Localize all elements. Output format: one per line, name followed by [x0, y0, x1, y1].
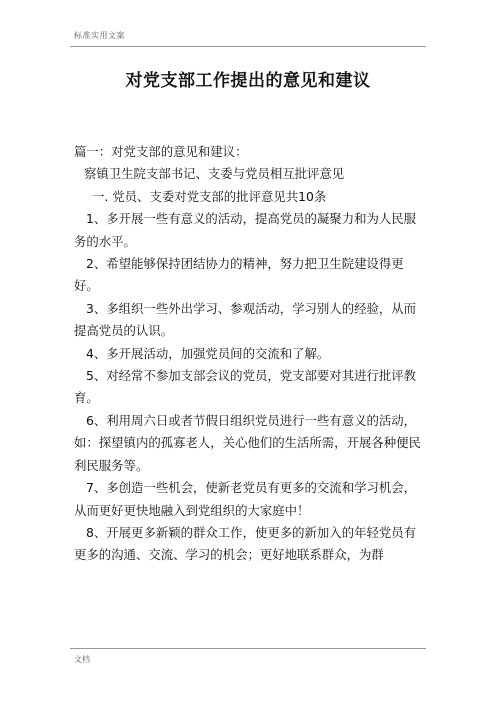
list-item: 6、利用周六日或者节假日组织党员进行一些有意义的活动，如：探望镇内的孤寡老人，关心他们的生活所需，开展各种便民利民服务等。 — [74, 412, 421, 473]
list-item: 4、多开展活动，加强党员间的交流和了解。 — [86, 345, 330, 361]
list-item: 3、多组织一些外出学习、参观活动，学习别人的经验，从而提高党员的认识。 — [74, 300, 417, 339]
document-subtitle: 察镇卫生院支部书记、支委与党员相互批评意见 — [84, 166, 345, 182]
list-item: 7、多创造一些机会，使新老党员有更多的交流和学习机会，从而更好更快地融入到党组织的大家庭中！ — [74, 480, 417, 518]
document-body — [74, 141, 426, 567]
footer-divider — [70, 648, 426, 649]
part-heading: 一. 党员、支委对党支部的批评意见共10条 — [92, 188, 327, 204]
list-item: 8、开展更多新颖的群众工作，使更多的新加入的年轻党员有更多的沟通、交流、学习的机会；更好地联系群众，为群 — [74, 524, 417, 563]
list-item: 5、对经常不参加支部会议的党员，党支部要对其进行批评教育。 — [74, 368, 417, 406]
list-item: 2、希望能够保持团结协力的精神，努力把卫生院建设得更好。 — [74, 256, 404, 294]
page-header-text: 标准实用文案 — [74, 31, 125, 40]
section-heading: 篇一：对党支部的意见和建议： — [74, 144, 248, 159]
page-footer-text: 文档 — [74, 655, 90, 664]
document-title: 对党支部工作提出的意见和建议 — [125, 71, 371, 91]
list-item: 1、多开展一些有意义的活动，提高党员的凝聚力和为人民服务的水平。 — [74, 211, 417, 249]
header-divider — [70, 46, 426, 47]
